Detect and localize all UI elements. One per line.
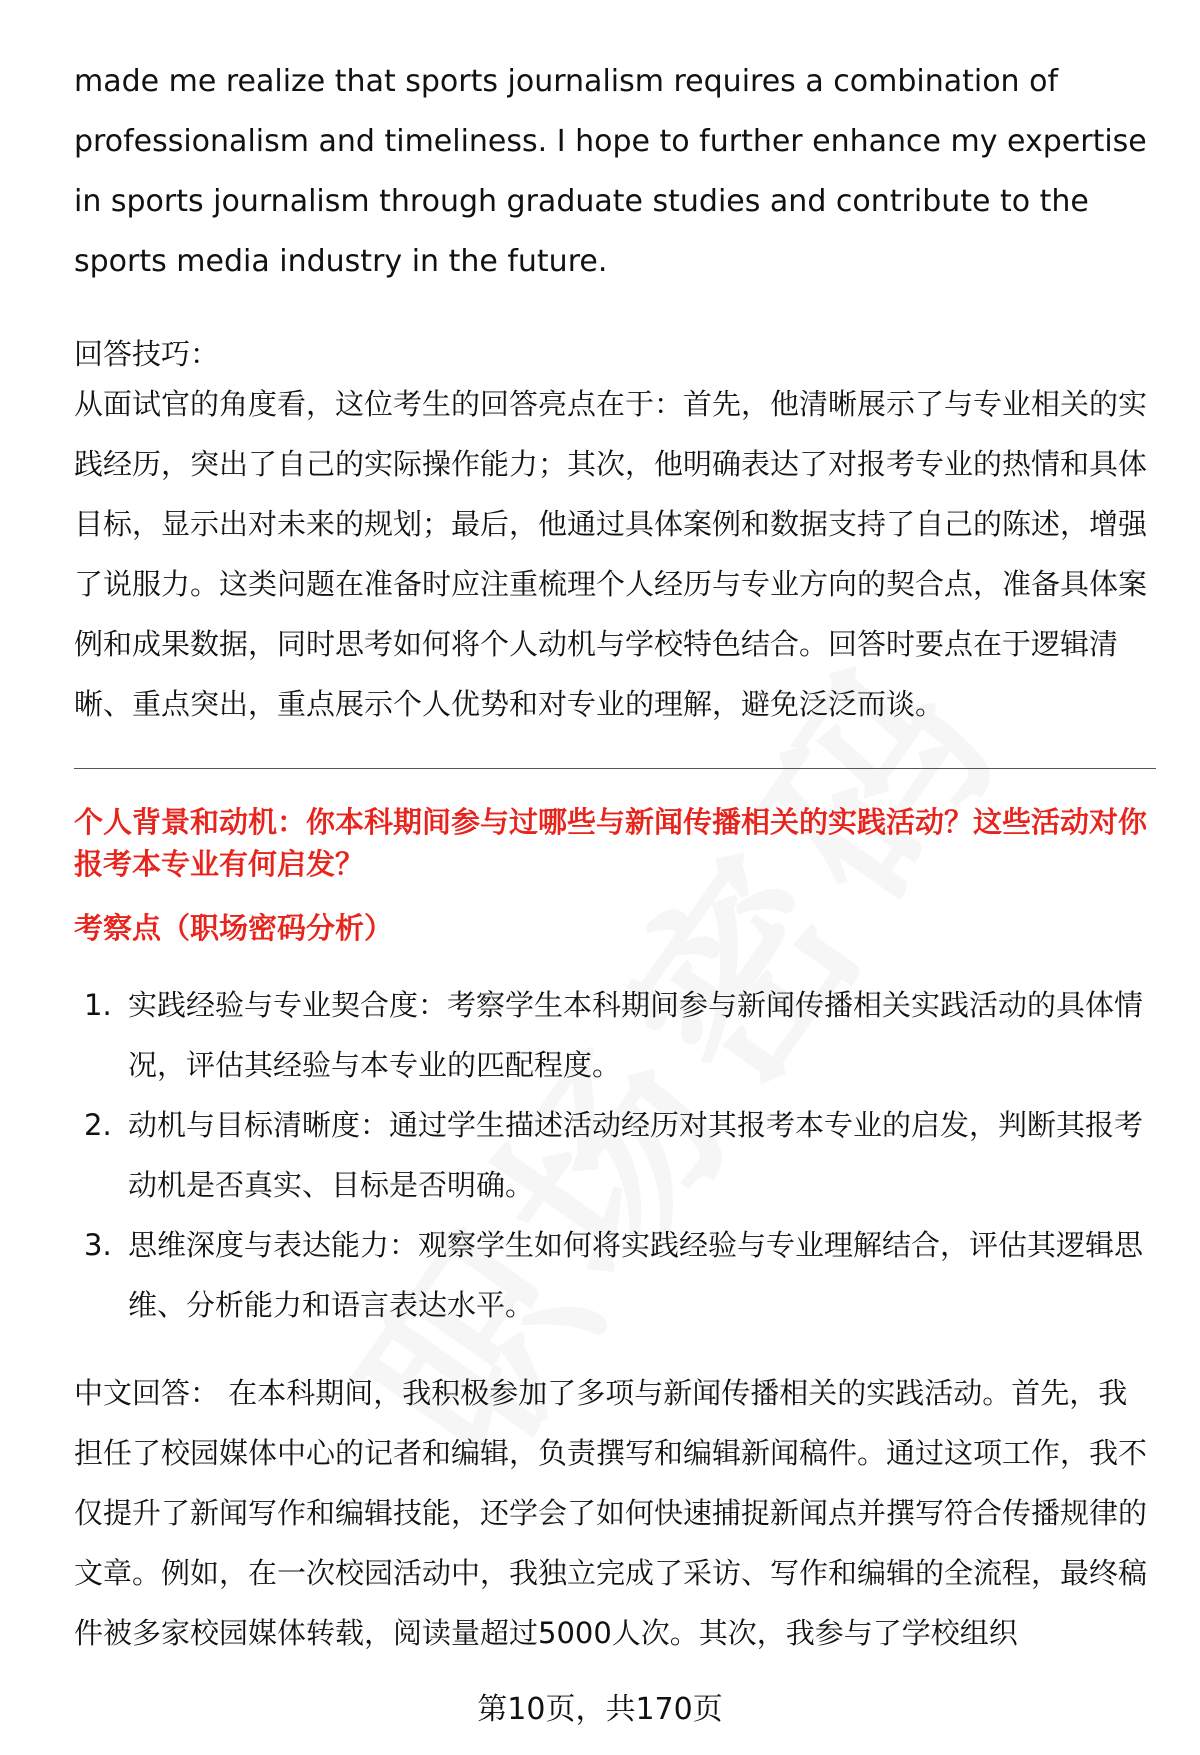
points-heading: 考察点（职场密码分析） xyxy=(74,911,394,945)
question-title: 个人背景和动机：你本科期间参与过哪些与新闻传播相关的实践活动？这些活动对你报考本专业有何启发？ xyxy=(74,805,1148,881)
section-divider xyxy=(74,768,1156,769)
answer-paragraph: 中文回答： 在本科期间，我积极参加了多项与新闻传播相关的实践活动。首先，我担任了校园媒体中心的记者和编辑，负责撰写和编辑新闻稿件。通过这项工作，我不仅提升了新闻写作和编辑技能，还学会了如何快速捕捉新闻点并撰写符合传播规律的文章。例如，在一次校园活动中，我独立完成了采访、写作和编辑的全流程，最终稿件被多家校园媒体转载，阅读量超过5000人次。其次，我参与了学校组织 xyxy=(74,1376,1148,1650)
points-list xyxy=(74,975,1156,1335)
list-item xyxy=(74,1095,1156,1215)
list-text: 实践经验与专业契合度：考察学生本科期间参与新闻传播相关实践活动的具体情况，评估其经验与本专业的匹配程度。 xyxy=(128,988,1144,1082)
list-text: 思维深度与表达能力：观察学生如何将实践经验与专业理解结合，评估其逻辑思维、分析能力和语言表达水平。 xyxy=(128,1228,1144,1322)
list-text: 动机与目标清晰度：通过学生描述活动经历对其报考本专业的启发，判断其报考动机是否真实、目标是否明确。 xyxy=(128,1108,1144,1202)
tips-heading: 回答技巧： xyxy=(74,337,220,371)
intro-paragraph: made me realize that sports journalism requires a combination of professionalism and timeliness. I hope to further enhance my expertise in sports journalism through graduate studies and contribute to the sports media industry in the future. xyxy=(74,64,1147,279)
list-number: 1. xyxy=(84,988,112,1022)
tips-body: 从面试官的角度看，这位考生的回答亮点在于：首先，他清晰展示了与专业相关的实践经历，突出了自己的实际操作能力；其次，他明确表达了对报考专业的热情和具体目标，显示出对未来的规划；最后，他通过具体案例和数据支持了自己的陈述，增强了说服力。这类问题在准备时应注重梳理个人经历与专业方向的契合点，准备具体案例和成果数据，同时思考如何将个人动机与学校特色结合。回答时要点在于逻辑清晰、重点突出，重点展示个人优势和对专业的理解，避免泛泛而谈。 xyxy=(74,387,1148,721)
page-number: 第10页，共170页 xyxy=(477,1692,723,1727)
list-number: 3. xyxy=(84,1228,112,1262)
list-item xyxy=(74,1215,1156,1335)
list-number: 2. xyxy=(84,1108,112,1142)
list-item xyxy=(74,975,1156,1095)
document-page xyxy=(74,52,1156,1663)
